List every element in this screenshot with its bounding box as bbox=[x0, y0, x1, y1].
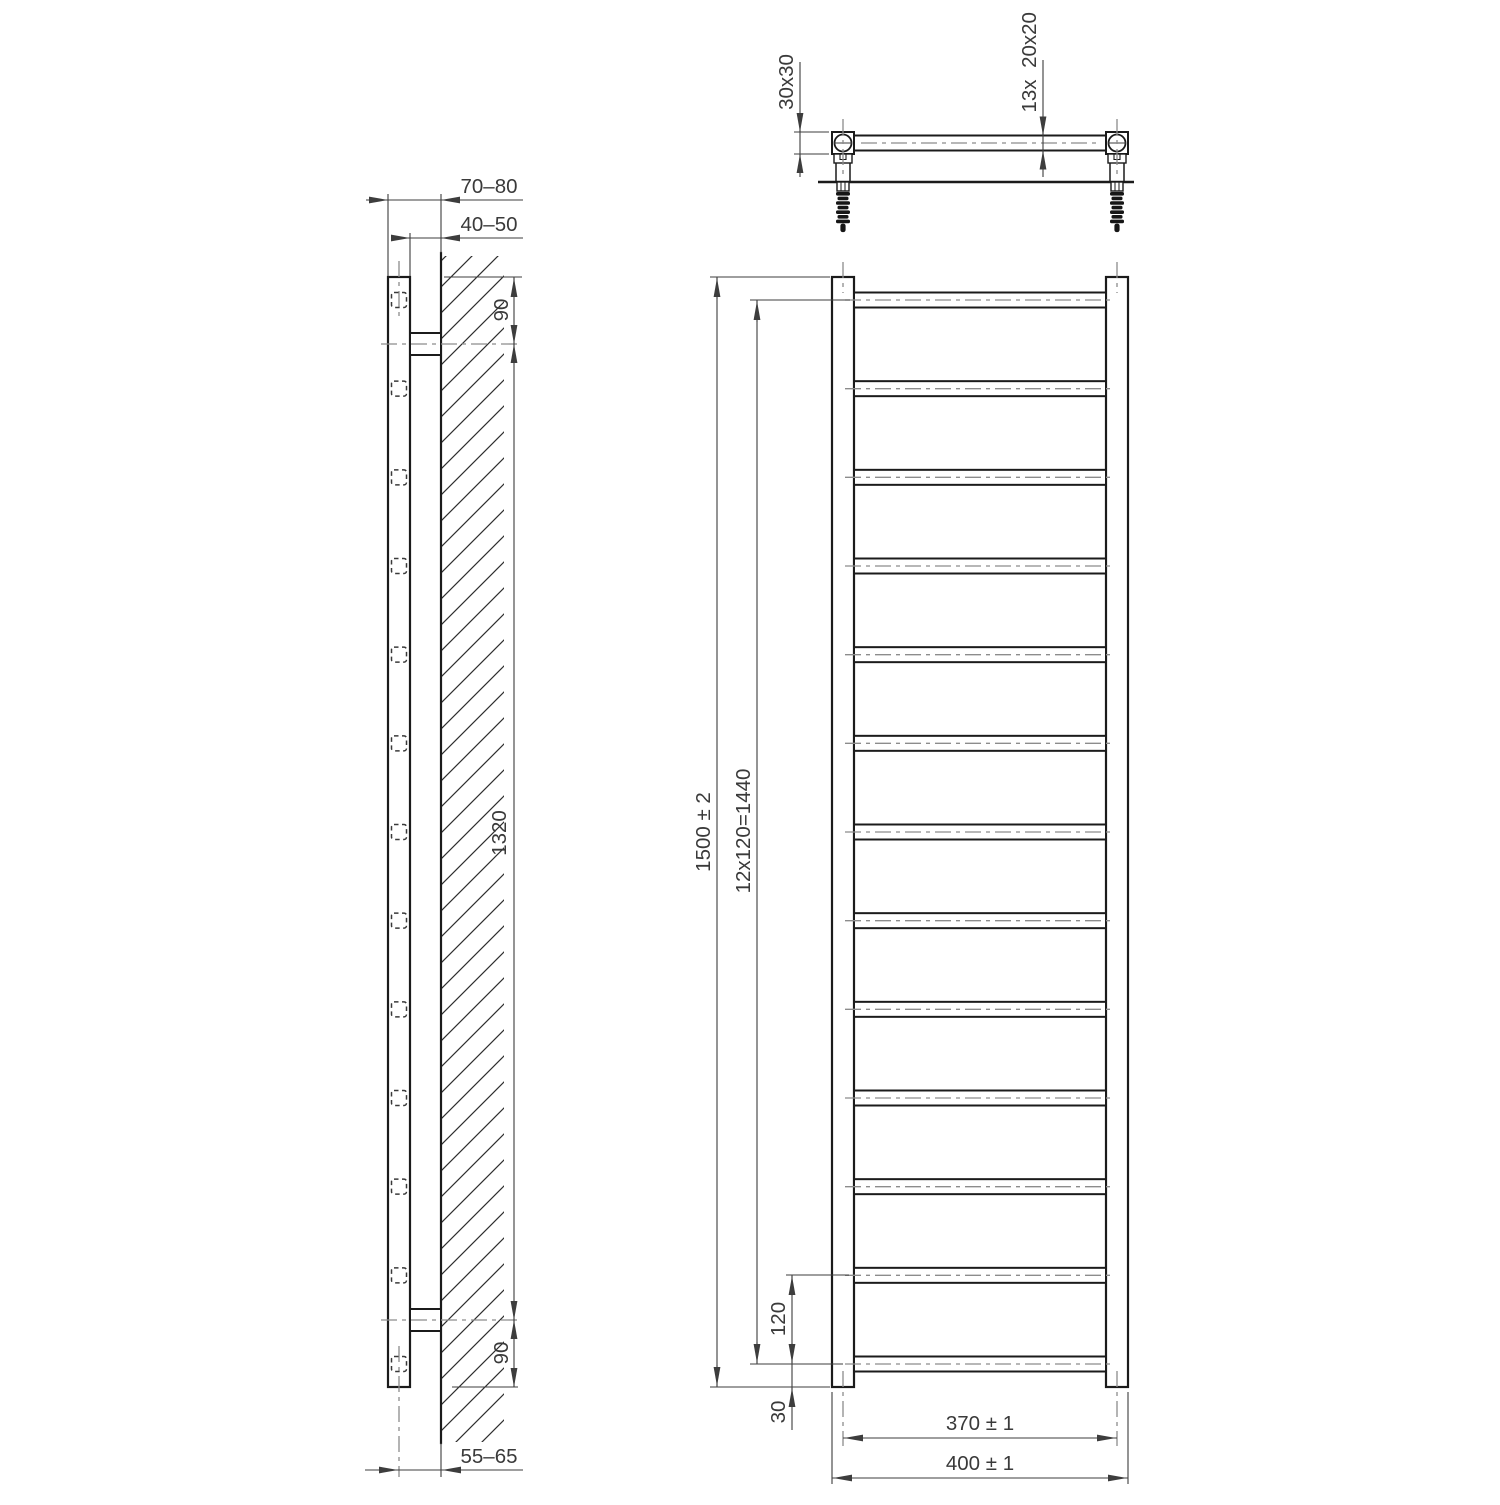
dim-label-bracket-to-bottom: 90 bbox=[490, 1341, 513, 1365]
dim-label-axis-to-axis-width: 370 ± 1 bbox=[945, 1412, 1015, 1435]
dim-label-wall-to-front-face: 70–80 bbox=[460, 175, 518, 198]
dim-label-bottom-offset: 30 bbox=[767, 1400, 790, 1424]
dim-axis-to-axis-width bbox=[843, 1412, 1117, 1438]
dim-tube-axis-to-wall bbox=[365, 1445, 523, 1470]
dim-label-last-pitch: 120 bbox=[767, 1301, 790, 1337]
dim-label-top-to-bracket: 90 bbox=[490, 298, 513, 322]
dim-label-overall-height: 1500 ± 2 bbox=[692, 792, 715, 872]
wall-anchor-right bbox=[1110, 182, 1124, 232]
dim-label-rung-profile: 20x20 bbox=[1018, 12, 1041, 68]
front-view bbox=[692, 262, 1128, 1484]
dim-rung-profile bbox=[1018, 12, 1043, 177]
dim-label-bracket-profile: 30x30 bbox=[775, 54, 798, 110]
side-view bbox=[365, 175, 523, 1477]
dim-label-bracket-to-bracket: 1320 bbox=[488, 810, 511, 856]
dim-bottom-offset bbox=[767, 1364, 792, 1430]
dim-label-wall-to-tube-back: 40–50 bbox=[460, 213, 518, 236]
dim-bracket-profile bbox=[775, 54, 829, 177]
dim-label-rung-pitch-total: 12x120=1440 bbox=[732, 768, 755, 894]
dim-label-overall-width: 400 ± 1 bbox=[945, 1452, 1015, 1475]
dim-label-rung-count: 13x bbox=[1018, 79, 1041, 113]
wall-anchor-left bbox=[836, 182, 850, 232]
dim-overall-height bbox=[692, 277, 830, 1387]
wall-bracket-left bbox=[832, 119, 854, 181]
front-rungs bbox=[845, 293, 1113, 1372]
top-view bbox=[775, 12, 1134, 232]
dim-label-tube-axis-to-wall: 55–65 bbox=[460, 1445, 518, 1468]
wall-bracket-right bbox=[1106, 119, 1128, 181]
